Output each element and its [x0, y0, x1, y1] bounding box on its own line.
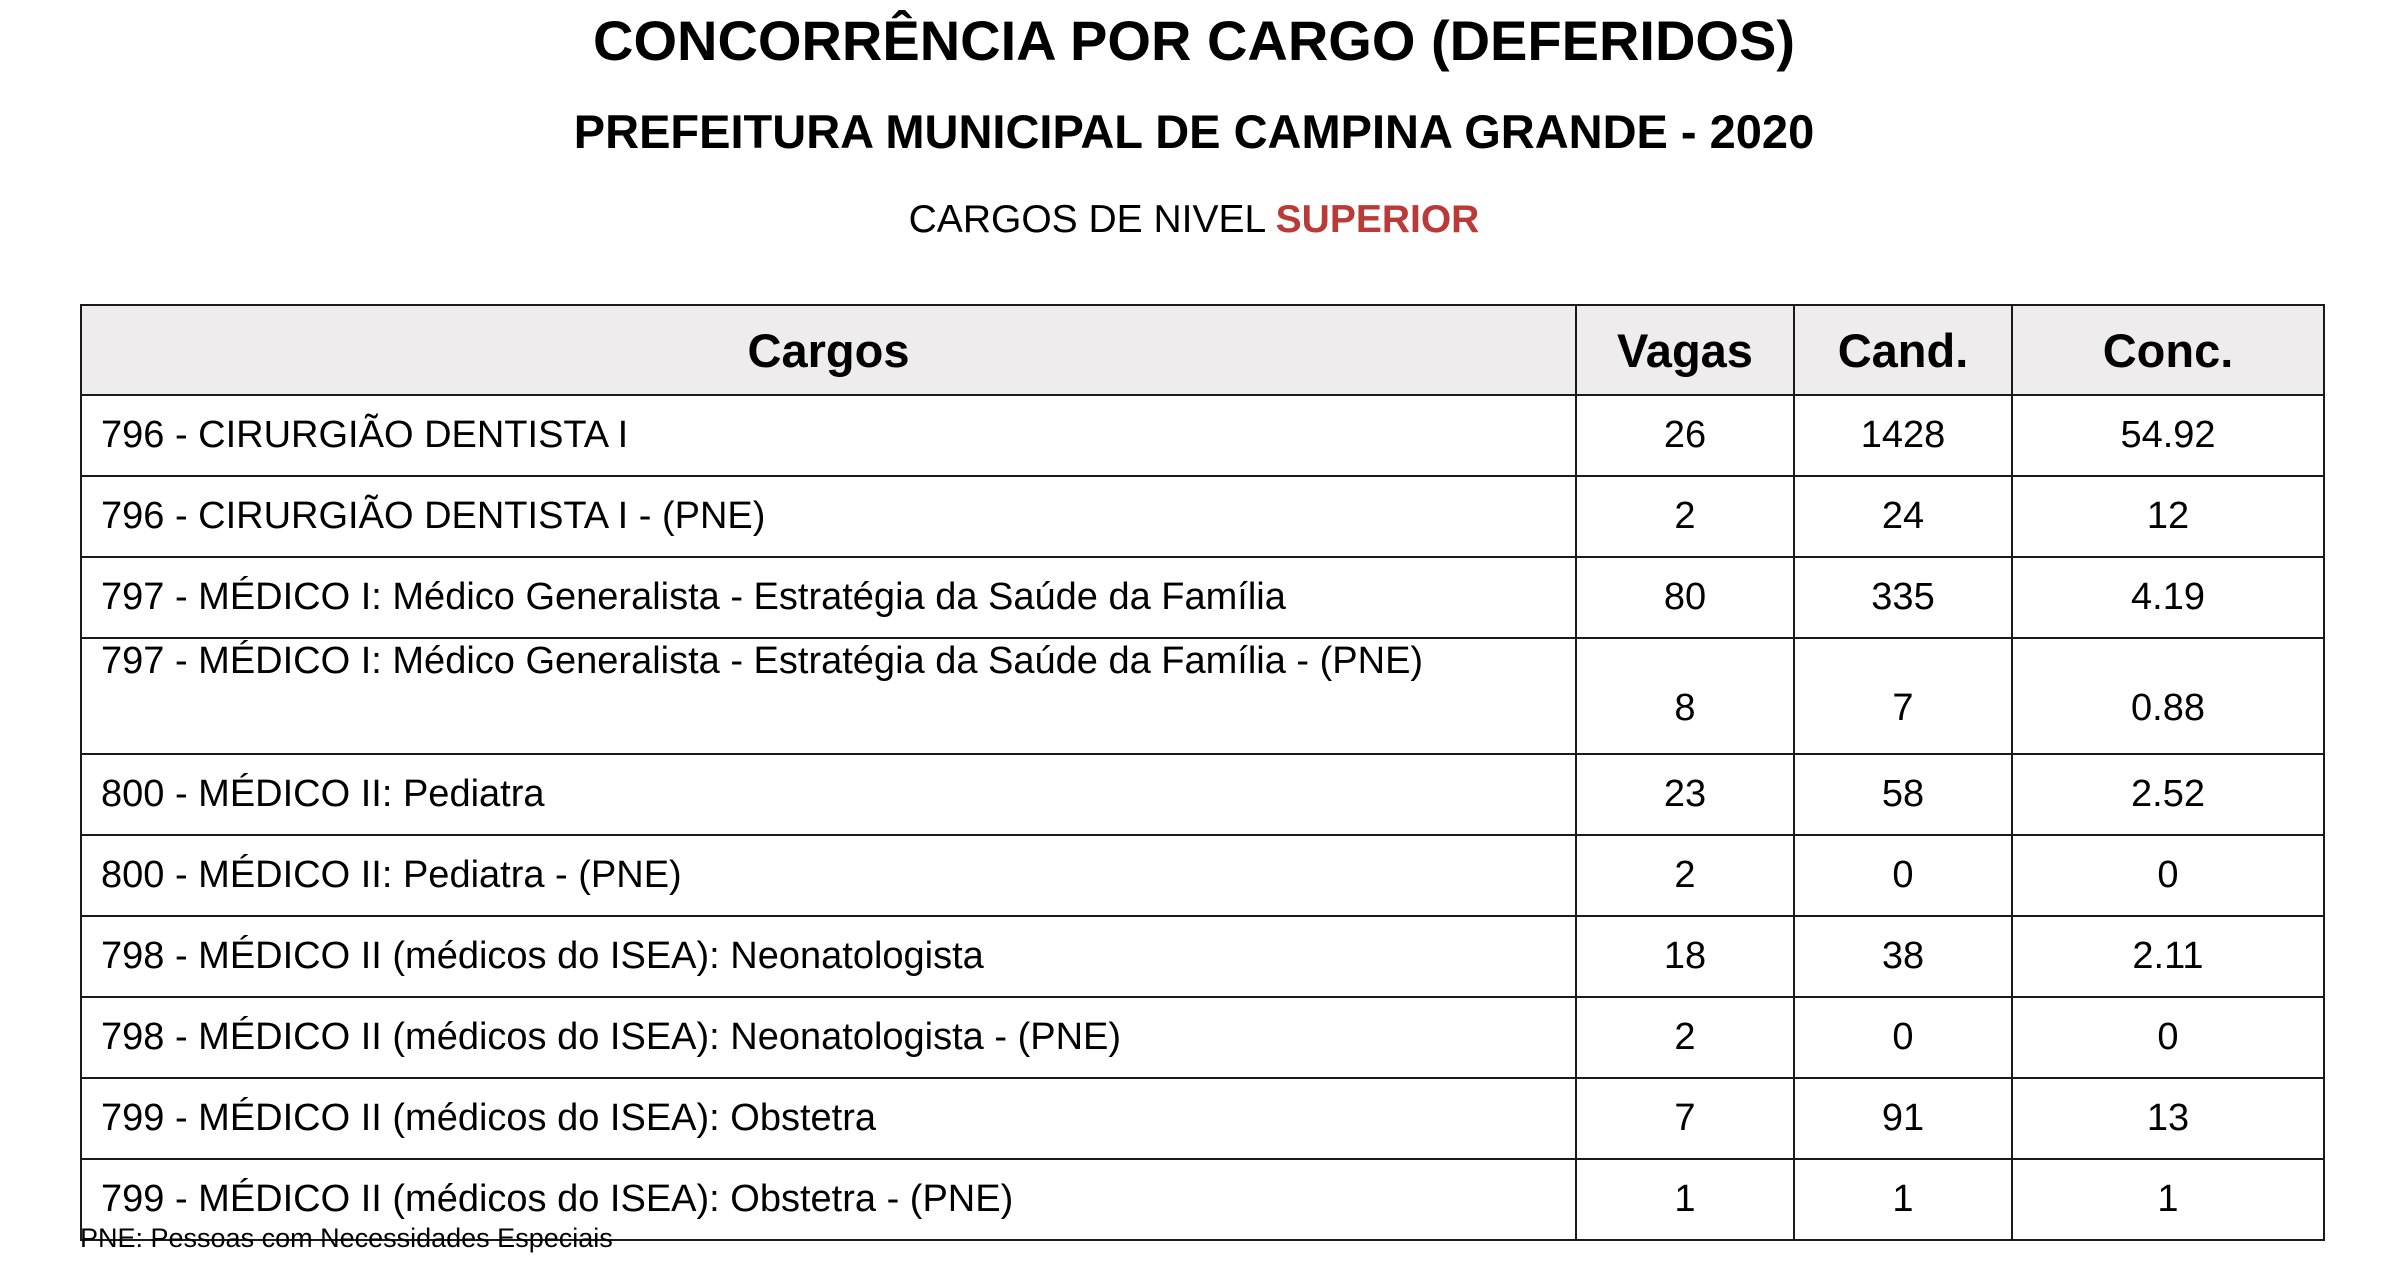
footnote: PNE: Pessoas com Necessidades Especiais	[80, 1223, 613, 1253]
cell-conc: 0.88	[2012, 638, 2324, 754]
table-row	[81, 997, 2324, 1078]
cell-cand: 0	[1794, 997, 2012, 1078]
table-row	[81, 476, 2324, 557]
cell-vagas: 8	[1576, 638, 1794, 754]
cell-conc: 0	[2012, 997, 2324, 1078]
header-cand: Cand.	[1794, 305, 2012, 395]
table-row	[81, 638, 2324, 754]
level-line	[0, 194, 2388, 246]
table-row	[81, 395, 2324, 476]
level-highlight: SUPERIOR	[1275, 198, 1480, 241]
cell-cand: 24	[1794, 476, 2012, 557]
table-row	[81, 1078, 2324, 1159]
table-row	[81, 916, 2324, 997]
header-cargos: Cargos	[81, 305, 1576, 395]
cell-conc: 0	[2012, 835, 2324, 916]
page-subtitle: PREFEITURA MUNICIPAL DE CAMPINA GRANDE - 2020	[573, 105, 1815, 158]
cell-vagas: 18	[1576, 916, 1794, 997]
cell-cargo: 798 - MÉDICO II (médicos do ISEA): Neonatologista	[81, 916, 1576, 997]
cell-cargo: 800 - MÉDICO II: Pediatra - (PNE)	[81, 835, 1576, 916]
cell-vagas: 2	[1576, 997, 1794, 1078]
cell-cand: 58	[1794, 754, 2012, 835]
cell-cargo: 799 - MÉDICO II (médicos do ISEA): Obstetra	[81, 1078, 1576, 1159]
cell-conc: 54.92	[2012, 395, 2324, 476]
cell-vagas: 23	[1576, 754, 1794, 835]
table-row	[81, 835, 2324, 916]
table-header-row	[81, 305, 2324, 395]
page-title: CONCORRÊNCIA POR CARGO (DEFERIDOS)	[593, 9, 1795, 72]
cell-cargo: 796 - CIRURGIÃO DENTISTA I	[81, 395, 1576, 476]
cell-conc: 4.19	[2012, 557, 2324, 638]
level-prefix: CARGOS DE NIVEL	[908, 198, 1265, 241]
cell-cargo: 797 - MÉDICO I: Médico Generalista - Estratégia da Saúde da Família	[81, 557, 1576, 638]
cell-cand: 1	[1794, 1159, 2012, 1240]
cell-cand: 7	[1794, 638, 2012, 754]
cell-cand: 335	[1794, 557, 2012, 638]
header-conc: Conc.	[2012, 305, 2324, 395]
cell-vagas: 2	[1576, 835, 1794, 916]
concorrencia-table	[80, 304, 2325, 1241]
cell-vagas: 80	[1576, 557, 1794, 638]
cell-conc: 2.52	[2012, 754, 2324, 835]
cell-conc: 1	[2012, 1159, 2324, 1240]
cell-vagas: 1	[1576, 1159, 1794, 1240]
cell-cand: 0	[1794, 835, 2012, 916]
cell-cand: 38	[1794, 916, 2012, 997]
header-vagas: Vagas	[1576, 305, 1794, 395]
cell-cand: 1428	[1794, 395, 2012, 476]
cell-vagas: 26	[1576, 395, 1794, 476]
cell-conc: 13	[2012, 1078, 2324, 1159]
cell-cargo: 798 - MÉDICO II (médicos do ISEA): Neonatologista - (PNE)	[81, 997, 1576, 1078]
cell-cargo: 800 - MÉDICO II: Pediatra	[81, 754, 1576, 835]
table-row	[81, 754, 2324, 835]
cell-conc: 12	[2012, 476, 2324, 557]
cell-cargo: 796 - CIRURGIÃO DENTISTA I - (PNE)	[81, 476, 1576, 557]
cell-conc: 2.11	[2012, 916, 2324, 997]
cell-cargo: 799 - MÉDICO II (médicos do ISEA): Obstetra - (PNE)	[81, 1159, 1576, 1240]
cell-vagas: 2	[1576, 476, 1794, 557]
cell-vagas: 7	[1576, 1078, 1794, 1159]
cell-cargo: 797 - MÉDICO I: Médico Generalista - Estratégia da Saúde da Família - (PNE)	[81, 638, 1576, 754]
cell-cand: 91	[1794, 1078, 2012, 1159]
table-row	[81, 557, 2324, 638]
